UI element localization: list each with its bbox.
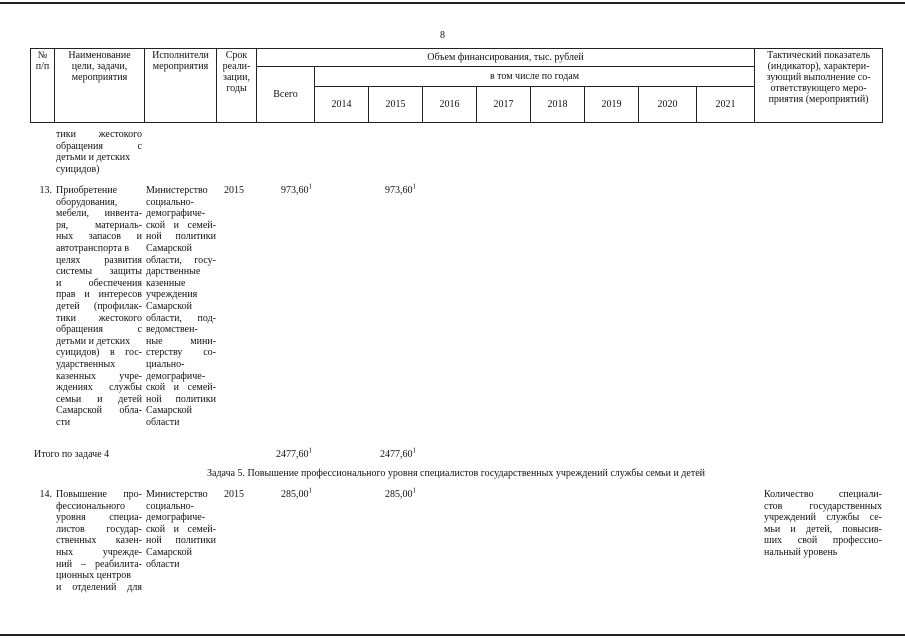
text-line: нальный уровень <box>764 546 838 558</box>
text-line: ждениях службы <box>56 382 142 394</box>
row-executors <box>146 185 216 428</box>
text-line: ударственных <box>56 358 116 370</box>
text-line: Самарской обла- <box>56 405 142 417</box>
header-year-2018: 2018 <box>531 87 585 123</box>
header-year-2015: 2015 <box>369 87 423 123</box>
text-line: учреждения <box>146 289 198 301</box>
text-line: стерству со- <box>146 347 216 359</box>
text-line: Повышение про- <box>56 489 142 500</box>
total-value: 285,00 <box>281 489 309 500</box>
text-line: социально- <box>146 196 194 208</box>
header-year-2016: 2016 <box>423 87 477 123</box>
text-line: ших свой профессио- <box>764 535 882 547</box>
text-line: уровня специа- <box>56 512 142 524</box>
footnote-mark: 1 <box>412 446 416 455</box>
text-line: Количество специали- <box>764 489 882 500</box>
text-line: Самарской <box>146 242 192 254</box>
table-body <box>30 126 882 631</box>
text-line: ведомствен- <box>146 324 198 336</box>
text-line: Самарской <box>146 405 192 417</box>
text-line: казенных учре- <box>56 370 142 382</box>
header-year-2014: 2014 <box>315 87 369 123</box>
text-line: области <box>146 558 180 570</box>
text-line: ные мини- <box>146 335 216 347</box>
row-term: 2015 <box>224 489 244 500</box>
row-name <box>56 185 142 428</box>
text-line: оборудования, <box>56 196 118 208</box>
footnote-mark: 1 <box>412 182 416 191</box>
text-line: обращения с <box>56 140 142 152</box>
text-line: суицидов) <box>56 163 100 175</box>
header-col-indicator: Тактический показатель (индикатор), характери-зующий выполнение со-ответствующего меро-приятия (мероприятий) <box>755 49 883 123</box>
text-line: тики жестокого <box>56 129 142 140</box>
text-line: стов государственных <box>764 500 882 512</box>
row-total <box>256 486 312 501</box>
text-line: детей (профилак- <box>56 300 142 312</box>
text-line: ной политики <box>146 231 216 243</box>
header-year-2019: 2019 <box>585 87 639 123</box>
task-total-year-2015 <box>348 446 416 461</box>
text-line: и обеспечения <box>56 277 142 289</box>
text-line: казенные <box>146 277 186 289</box>
text-line: листов государ- <box>56 523 142 535</box>
header-year-2017: 2017 <box>477 87 531 123</box>
footnote-mark: 1 <box>412 486 416 495</box>
text-line: области <box>146 416 180 428</box>
text-line: детьми и детских <box>56 152 131 164</box>
text-line: ской и семей- <box>146 382 216 394</box>
text-line: области, под- <box>146 312 216 324</box>
text-line: фессионального <box>56 500 126 512</box>
text-line: Самарской <box>146 300 192 312</box>
text-line: мебели, инвента- <box>56 208 142 220</box>
row-total <box>256 182 312 197</box>
row-term: 2015 <box>224 185 244 196</box>
row-executors <box>146 489 216 570</box>
text-line: социально- <box>146 500 194 512</box>
text-line: детьми и детских <box>56 335 131 347</box>
footnote-mark: 1 <box>308 182 312 191</box>
text-line: целях развития <box>56 254 142 266</box>
text-line: суицидов) в гос- <box>56 347 142 359</box>
text-line: системы защиты <box>56 266 142 278</box>
text-line: ных запасов и <box>56 231 142 243</box>
text-line: мьи и детей, повысив- <box>764 523 882 535</box>
text-line: ственных казен- <box>56 535 142 547</box>
header-col-executors: Исполнители мероприятия <box>145 49 217 123</box>
text-line: дарственные <box>146 266 201 278</box>
text-line: ных учрежде- <box>56 546 142 558</box>
text-line: тики жестокого <box>56 312 142 324</box>
text-line: демографиче- <box>146 512 206 524</box>
header-year-2021: 2021 <box>697 87 755 123</box>
text-line: и отделений для <box>56 581 142 593</box>
header-year-2020: 2020 <box>639 87 697 123</box>
text-line: ционных центров <box>56 570 131 582</box>
row-year-2015 <box>360 486 416 501</box>
text-line: ской и семей- <box>146 219 216 231</box>
text-line: демографиче- <box>146 370 206 382</box>
footnote-mark: 1 <box>308 486 312 495</box>
text-line: сти <box>56 416 71 428</box>
text-line: циально- <box>146 358 185 370</box>
text-line: автотранспорта в <box>56 242 130 254</box>
text-line: прав и интересов <box>56 289 142 301</box>
text-line: учреждений службы се- <box>764 512 882 524</box>
row-indicator <box>764 489 882 559</box>
task-title: Задача 5. Повышение профессионального уровня специалистов государственных учреждений службы семьи и детей <box>207 468 705 479</box>
text-line: ной политики <box>146 393 216 405</box>
text-line: ний – реабилита- <box>56 558 142 570</box>
header-col-funding: Объем финансирования, тыс. рублей <box>257 49 755 67</box>
row-number: 14. <box>39 489 52 500</box>
header-col-num: № п/п <box>31 49 55 123</box>
year-value: 285,00 <box>385 489 413 500</box>
text-line: области, госу- <box>146 254 216 266</box>
bottom-border-line <box>0 634 905 636</box>
task-total-value <box>244 446 312 461</box>
page-number: 8 <box>440 30 445 41</box>
text-line: Приобретение <box>56 185 118 196</box>
total-value: 973,60 <box>281 185 309 196</box>
text-line: Самарской <box>146 546 192 558</box>
header-col-by-years: в том числе по годам <box>315 67 755 87</box>
text-line: Министерство <box>146 185 208 196</box>
task-total-label: Итого по задаче 4 <box>34 449 110 460</box>
footnote-mark: 1 <box>308 446 312 455</box>
row-year-2015 <box>360 182 416 197</box>
text-line: ря, материаль- <box>56 219 142 231</box>
text-line: обращения с <box>56 324 142 336</box>
text-line: Министерство <box>146 489 208 500</box>
header-col-name: Наименование цели, задачи, мероприятия <box>55 49 145 123</box>
text-line: демографиче- <box>146 208 206 220</box>
header-col-term: Срок реали-зации, годы <box>217 49 257 123</box>
text-line: ной политики <box>146 535 216 547</box>
year-value: 2477,60 <box>380 449 413 460</box>
total-value: 2477,60 <box>276 449 309 460</box>
text-line: семьи и детей <box>56 393 142 405</box>
year-value: 973,60 <box>385 185 413 196</box>
row-name <box>56 489 142 593</box>
top-border-line <box>0 2 905 4</box>
header-table <box>30 48 883 123</box>
continuation-text <box>56 129 142 175</box>
row-number: 13. <box>39 185 52 196</box>
text-line: ской и семей- <box>146 523 216 535</box>
header-col-total: Всего <box>257 67 315 123</box>
